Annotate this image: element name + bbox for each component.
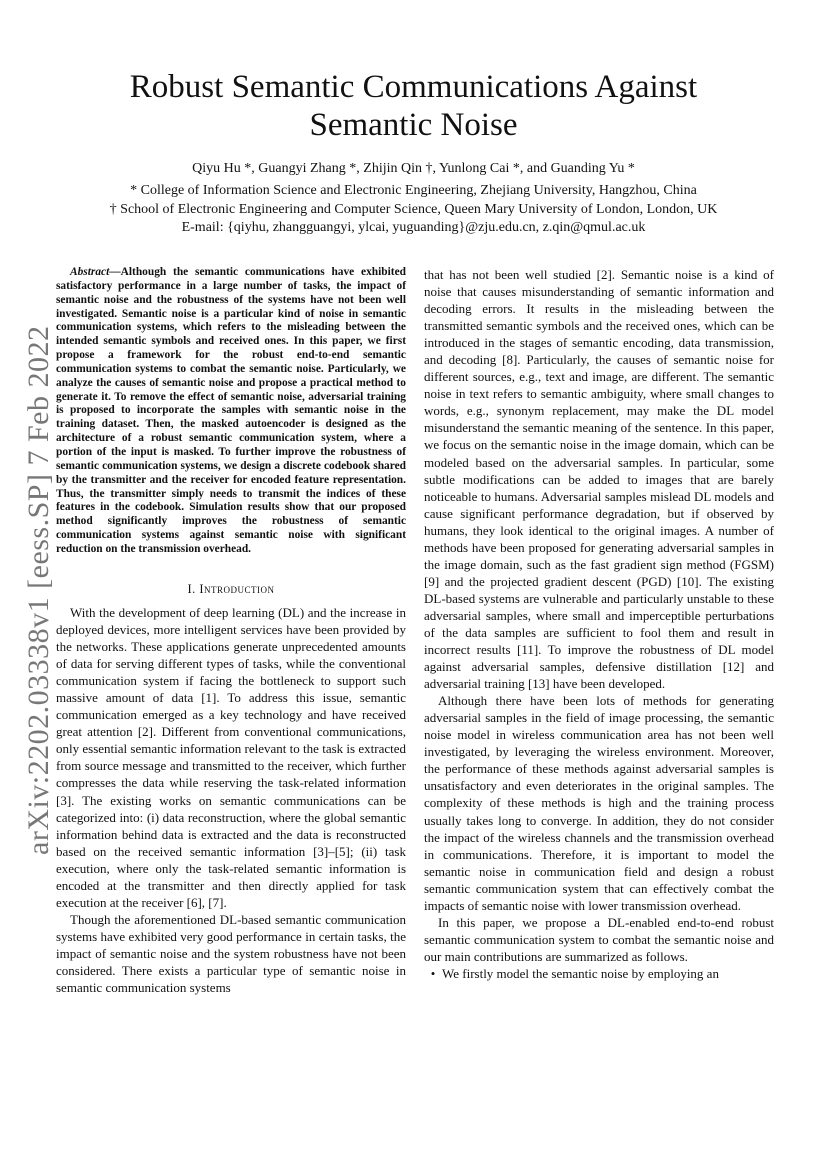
abstract-lead: Abstract [70,266,110,278]
intro-paragraph-2: Though the aforementioned DL-based semantic communication systems have exhibited very good performance in certain tasks, the impact of semantic noise and the system robustness have not been considered. There exists a particular type of semantic noise in semantic communication systems [56,911,406,996]
contribution-bullet-text: We firstly model the semantic noise by employing an [442,965,719,981]
arxiv-stamp: arXiv:2202.03338v1 [eess.SP] 7 Feb 2022 [22,325,55,855]
affiliation-2: † School of Electronic Engineering and Computer Science, Queen Mary University of London, London, UK [109,202,718,217]
contact-email: E-mail: {qiyhu, zhangguangyi, ylcai, yuguanding}@zju.edu.cn, z.qin@qmul.ac.uk [181,220,646,235]
contribution-bullet [424,965,774,982]
title-line-2: Semantic Noise [309,107,518,143]
abstract-text: —Although the semantic communications have exhibited satisfactory performance in a large number of tasks, the impact of semantic noise and the robustness of the systems have not been well investigated. Semantic noise is a particular kind of noise in semantic communication systems, which refers to the misleading between the intended semantic symbols and received ones. In this paper, we first propose a framework for the robust end-to-end semantic communication systems to combat the semantic noise. Particularly, we analyze the causes of semantic noise and propose a practical method to generate it. To remove the effect of semantic noise, adversarial training is proposed to incorporate the samples with semantic noise in the training dataset. Then, the masked autoencoder is designed as the architecture of a robust semantic communication system, where a portion of the input is masked. To further improve the robustness of semantic communication systems, we design a discrete codebook shared by the transmitter and the receiver for encoded feature representation. Thus, the transmitter simply needs to transmit the indices of these features in the codebook. Simulation results show that our proposed method significantly improves the robustness of semantic communication systems against semantic noise with significant reduction on the transmission overhead. [56,266,406,555]
paper-title [0,68,827,144]
intro-paragraph-2-continued: that has not been well studied [2]. Semantic noise is a kind of noise that causes misunderstanding of semantic information and decoding errors. It results in the misleading between the transmitted semantic symbols and the received ones, which can be introduced in the stages of semantic encoding, data transmission, and decoding [8]. Particularly, the causes of semantic noise for different sources, e.g., text and image, are different. The semantic noise in text refers to semantic ambiguity, where small changes to words, e.g., synonym replacement, may make the DL model misunderstand the semantic meaning of the sentence. In this paper, we focus on the semantic noise in the image domain, which can be modeled based on the adversarial samples. In particular, some subtle modifications can be added to images that are barely noticeable to humans. Adversarial samples mislead DL models and cause significant performance degradation, but if observed by humans, they look identical to the original images. A number of methods have been proposed for generating adversarial samples in the image domain, such as the fast gradient sign method (FGSM) [9] and the projected gradient descent (PGD) [10]. The existing DL-based systems are vulnerable and particularly unstable to these adversarial samples, where small and imperceptible perturbations of the data samples are sufficient to fool them and result in incorrect results [11]. To improve the robustness of DL model against adversarial samples, defensive distillation [12] and adversarial training [13] have been developed. [424,267,774,692]
title-line-1: Robust Semantic Communications Against [129,69,698,105]
abstract [56,266,406,557]
author-list: Qiyu Hu *, Guangyi Zhang *, Zhijin Qin †, Yunlong Cai *, and Guanding Yu * [192,161,635,176]
intro-paragraph-1: With the development of deep learning (DL) and the increase in deployed devices, more intelligent services have been provided by the networks. These applications generate unprecedented amounts of data for serving different types of tasks, while the conventional communication system if facing the bottleneck to support such massive amount of data [1]. To address this issue, semantic communication emerged as a key technology and have received great attention [2]. Different from conventional communications, only essential semantic information relevant to the task is extracted from source message and transmitted to the receiver, which further compresses the data while reserving the task-related information [3]. The existing works on semantic communications can be categorized into: (i) data reconstruction, where the global semantic information behind data is extracted and the data is reconstructed based on the received semantic information [3]–[5]; (ii) task execution, where only the task-related semantic information is encoded at the transmitter and then directly applied for task execution at the receiver [6], [7]. [56,605,406,910]
intro-paragraph-3: Although there have been lots of methods for generating adversarial samples in the field of image processing, the semantic noise model in wireless communication area has not been well investigated, by leveraging the wireless environment. Moreover, the performance of these methods against adversarial samples is unsatisfactory and even deteriorates in the original samples. The complexity of these methods is high and the training process usually takes long to converge. In addition, they do not consider the impact of the wireless channels and the transmission overhead in communications. Therefore, it is important to model the semantic noise in communication field and design a robust semantic communication system that can effectively combat the impacts of semantic noise with lower transmission overhead. [424,693,774,913]
intro-right-column [424,266,774,982]
bullet-dot-icon: • [430,965,436,981]
intro-left-column [56,604,406,996]
intro-paragraph-4: In this paper, we propose a DL-enabled end-to-end robust semantic communication system to combat the semantic noise and our main contributions are summarized as follows. [424,914,774,964]
section-heading-introduction: I. Introduction [187,582,275,596]
affiliation-1: * College of Information Science and Electronic Engineering, Zhejiang University, Hangzhou, China [130,183,697,198]
